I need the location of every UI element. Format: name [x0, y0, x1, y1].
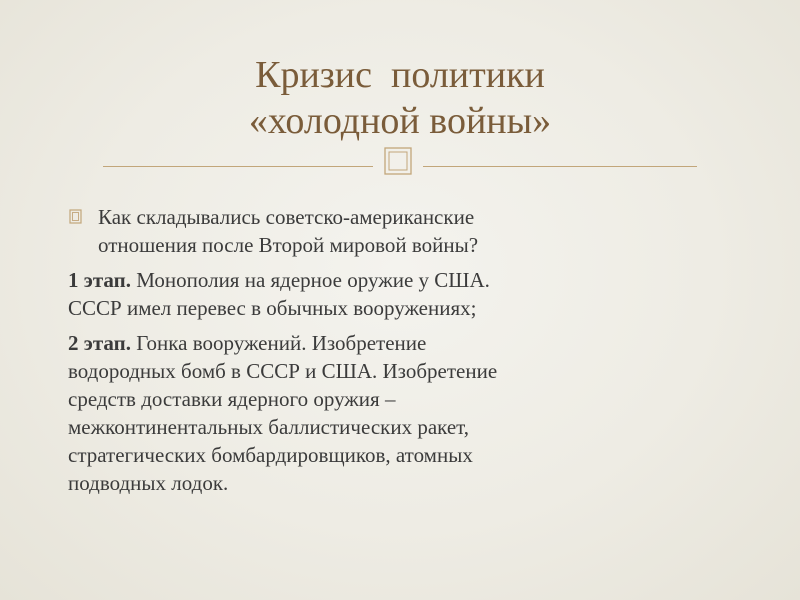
- stage-2-line-1: Гонка вооружений. Изобретение: [130, 331, 427, 355]
- slide-body: [68, 203, 708, 504]
- stage-2-line-6: подводных лодок.: [68, 471, 229, 495]
- stage-1-label: 1 этап.: [68, 268, 131, 292]
- stage-2-line-2: водородных бомб в СССР и США. Изобретение: [68, 359, 498, 383]
- square-bullet-icon: [68, 208, 84, 226]
- divider-ornament-icon: [381, 144, 415, 178]
- title-line-2: «холодной войны»: [248, 100, 552, 142]
- question-line-1: Как складывались советско-американские: [98, 205, 475, 229]
- title-divider-left: [103, 166, 373, 167]
- title-line-1: Кризис политики: [255, 54, 545, 96]
- slide-title: [0, 52, 800, 144]
- question-line-2: отношения после Второй мировой войны?: [98, 233, 479, 257]
- stage-2-line-3: средств доставки ядерного оружия –: [68, 387, 396, 411]
- stage-1-line-2: СССР имел перевес в обычных вооружениях;: [68, 296, 477, 320]
- bullet-item-question: [68, 203, 708, 259]
- stage-2-line-4: межконтинентальных баллистических ракет,: [68, 415, 470, 439]
- stage-2-paragraph: [68, 329, 708, 497]
- stage-2-line-5: стратегических бомбардировщиков, атомных: [68, 443, 473, 467]
- stage-1-line-1: Монополия на ядерное оружие у США.: [130, 268, 490, 292]
- title-divider-right: [423, 166, 697, 167]
- stage-2-label: 2 этап.: [68, 331, 131, 355]
- stage-1-paragraph: [68, 266, 708, 322]
